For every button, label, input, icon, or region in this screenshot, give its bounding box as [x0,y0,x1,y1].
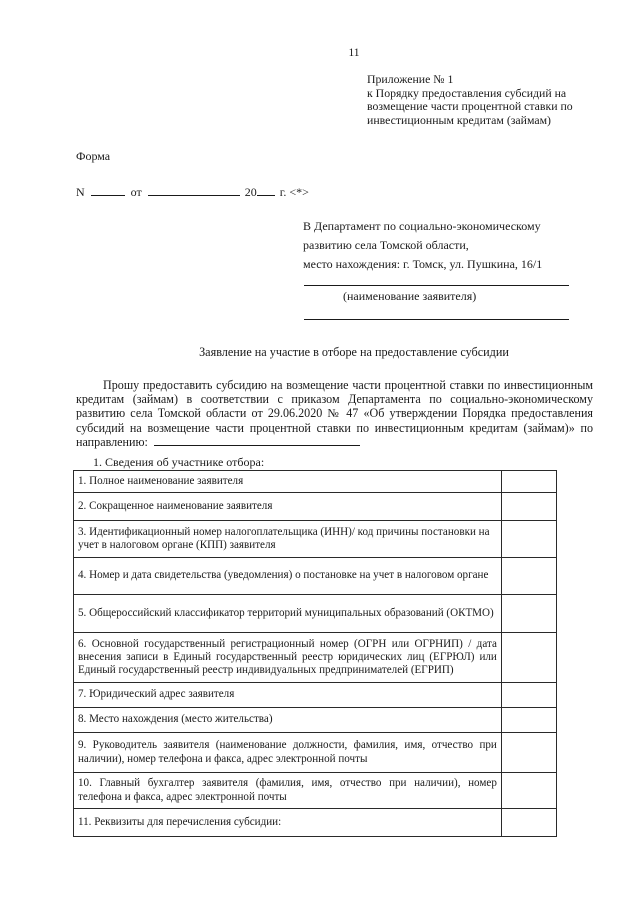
addressee-line: В Департамент по социально-экономическому [303,219,541,233]
addressee-line: место нахождения: г. Томск, ул. Пушкина, 16/1 [303,257,543,271]
row-value-cell[interactable] [501,733,556,773]
form-label: Форма [76,149,111,163]
table-row [74,521,557,558]
row-value-cell[interactable] [501,708,556,733]
request-text: Прошу предоставить субсидию на возмещение части процентной ставки по инвестиционным кредитам (займам) в соответствии с приказом Департамента по социально-экономическому развитию села Томской области от 29.06.2020 № 47 «Об утверждении Порядка предоставления субсидий на возмещение части процентной ставки по инвестиционным кредитам (займам)» по направлению: [76,378,593,449]
direction-blank[interactable] [154,435,360,446]
page-number: 11 [348,47,360,59]
appendix-line: возмещение части процентной ставки по [367,99,573,114]
table-row [74,595,557,633]
row-label: 4. Номер и дата свидетельства (уведомления) о постановке на учет в налоговом органе [74,558,502,595]
table-row [74,683,557,708]
row-label: 7. Юридический адрес заявителя [74,683,502,708]
row-value-cell[interactable] [501,773,556,809]
table-row [74,493,557,521]
number-label: N [76,185,85,199]
table-row [74,773,557,809]
table-row [74,809,557,837]
appendix-line: инвестиционным кредитам (займам) [367,113,551,128]
row-label: 3. Идентификационный номер налогоплательщика (ИНН)/ код причины постановки на учет в налоговом органе (КПП) заявителя [74,521,502,558]
row-value-cell[interactable] [501,493,556,521]
row-label: 9. Руководитель заявителя (наименование должности, фамилия, имя, отчество при наличии), номер телефона и факса, адрес электронной почты [74,733,502,773]
date-blank[interactable] [148,184,240,196]
applicant-info-table [73,470,557,837]
table-row [74,733,557,773]
year-blank[interactable] [257,184,275,196]
addressee-line: развитию села Томской области, [303,238,469,252]
table-row [74,558,557,595]
applicant-name-line-2[interactable] [304,319,569,320]
document-title: Заявление на участие в отборе на предоставление субсидии [199,345,509,359]
row-label: 11. Реквизиты для перечисления субсидии: [74,809,502,837]
appendix-line: Приложение № 1 [367,72,454,86]
row-label: 5. Общероссийский классификатор территорий муниципальных образований (ОКТМО) [74,595,502,633]
section-heading: 1. Сведения об участнике отбора: [93,455,265,469]
appendix-header [367,73,602,128]
request-paragraph [76,378,593,449]
row-label: 1. Полное наименование заявителя [74,471,502,493]
row-value-cell[interactable] [501,809,556,837]
row-value-cell[interactable] [501,683,556,708]
year-prefix: 20 [244,185,257,199]
row-label: 10. Главный бухгалтер заявителя (фамилия, имя, отчество при наличии), номер телефона и факса, адрес электронной почты [74,773,502,809]
row-label: 8. Место нахождения (место жительства) [74,708,502,733]
row-value-cell[interactable] [501,633,556,683]
appendix-line: к Порядку предоставления субсидий на [367,85,567,100]
row-value-cell[interactable] [501,471,556,493]
table-row [74,471,557,493]
applicant-name-line[interactable] [304,285,569,286]
document-number-line [76,184,309,200]
table-row [74,633,557,683]
date-from-label: от [130,185,142,199]
row-value-cell[interactable] [501,558,556,595]
year-suffix: г. <*> [279,185,309,199]
applicant-name-caption: (наименование заявителя) [343,289,477,303]
number-blank[interactable] [91,184,125,196]
row-label: 2. Сокращенное наименование заявителя [74,493,502,521]
row-label: 6. Основной государственный регистрационный номер (ОГРН или ОГРНИП) / дата внесения записи в Единый государственный реестр юридических лиц (ЕГРЮЛ) или Единый государственный реестр индивидуальных предпринимателей (ЕГРИП) [74,633,502,683]
table-row [74,708,557,733]
row-value-cell[interactable] [501,595,556,633]
row-value-cell[interactable] [501,521,556,558]
